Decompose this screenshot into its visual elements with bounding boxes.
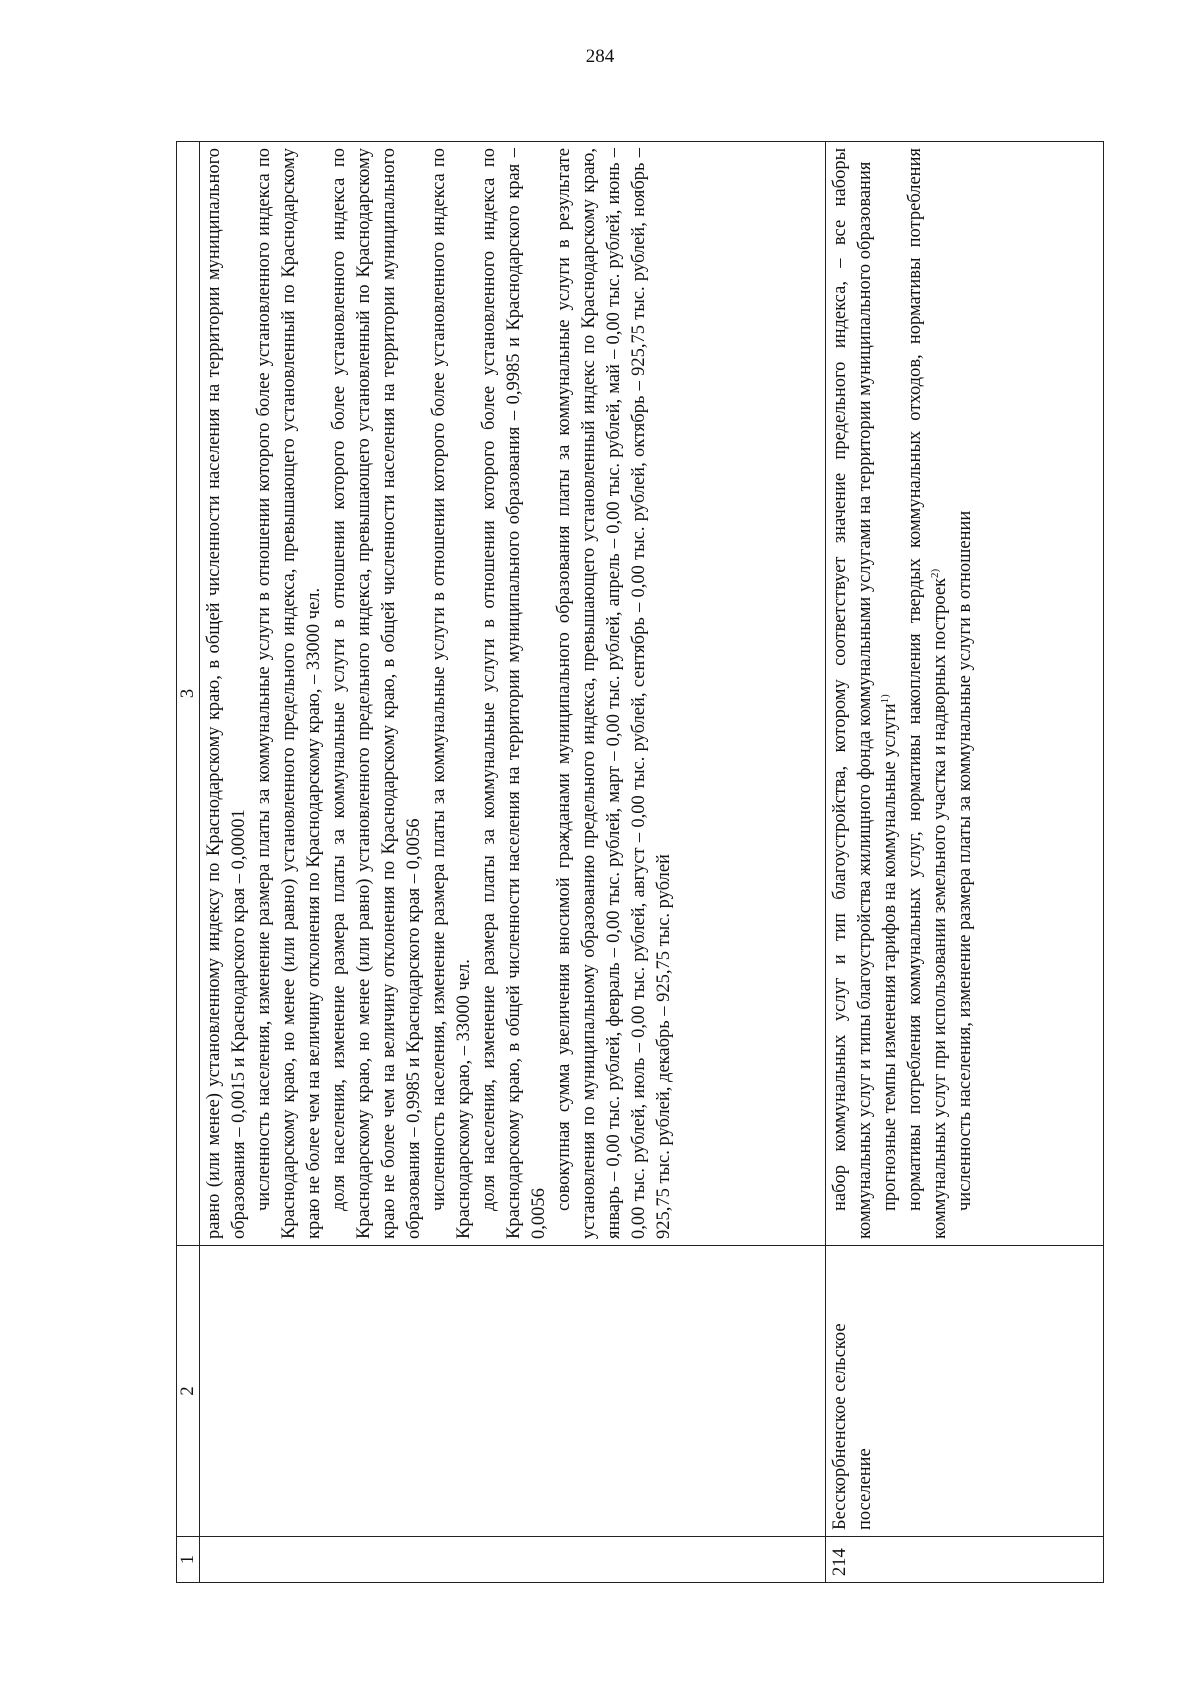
paragraph-text: прогнозные темпы изменения тарифов на коммунальные услуги [880,703,900,1211]
rotated-table-container [176,142,1104,1583]
row-number [200,1537,826,1583]
paragraph [903,148,953,1239]
paragraph: совокупная сумма увеличения вносимой гражданами муниципального образования платы за коммунальные услуги в результате установления по муниципальному образованию предельного индекса, превышающего установленный индекс по Краснодарскому краю, январь – 0,00 тыс. рублей, февраль – 0,00 тыс. рублей, март – 0,00 тыс. рублей, апрель – 0,00 тыс. рублей, май – 0,00 тыс. рублей, июнь – 0,00 тыс. рублей, июль – 0,00 тыс. рублей, август – 0,00 тыс. рублей, сентябрь – 0,00 тыс. рублей, октябрь – 925,75 тыс. рублей, ноябрь – 925,75 тыс. рублей, декабрь – 925,75 тыс. рублей [554,148,674,1239]
paragraph: численность населения, изменение размера платы за коммунальные услуги в отношении которого более установленного индекса по Краснодарскому краю, – 33000 чел. [429,148,474,1239]
footnote-marker: 1) [878,694,891,704]
paragraph: численность населения, изменение размера платы за коммунальные услуги в отношении [955,510,975,1211]
paragraph: равно (или менее) установленному индексу по Краснодарскому краю, в общей численности населения на территории муниципального образования – 0,0015 и Краснодарского края – 0,00001 [204,148,249,1239]
row-number: 214 [826,1537,1104,1583]
row-description [826,142,1104,1246]
paragraph-text: нормативы потребления коммунальных услуг, нормативы накопления твердых коммунальных отходов, нормативы потребления коммунальных услуг при использовании земельного участка и надворных построек [905,148,950,1239]
row-name: Бесскорбненское сельское поселение [826,1246,1104,1537]
page-number: 284 [585,46,615,67]
data-table [176,141,1104,1583]
header-col-1: 1 [177,1537,200,1583]
table-header-row [177,142,200,1583]
paragraph: набор коммунальных услуг и тип благоустройства, которому соответствует значение предельного индекса, – все наборы коммунальных услуг и типы благоустройства жилищного фонда коммунальными услугами на территории муниципального образования [830,148,875,1239]
header-col-3: 3 [177,142,200,1246]
row-description [200,142,826,1246]
paragraph: численность населения, изменение размера платы за коммунальные услуги в отношении которого более установленного индекса по Краснодарскому краю, но менее (или равно) установленного предельного индекса, превышающего установленный по Краснодарскому краю не более чем на величину отклонения по Краснодарскому краю, – 33000 чел. [254,148,324,1239]
paragraph: доля населения, изменение размера платы за коммунальные услуги в отношении которого более установленного индекса по Краснодарскому краю, но менее (или равно) установленного предельного индекса, превышающего установленный по Краснодарскому краю не более чем на величину отклонения по Краснодарскому краю, в общей численности населения на территории муниципального образования – 0,9985 и Краснодарского края – 0,0056 [329,148,424,1239]
paragraph: доля населения, изменение размера платы за коммунальные услуги в отношении которого более установленного индекса по Краснодарскому краю, в общей численности населения на территории муниципального образования – 0,9985 и Краснодарского края – 0,0056 [479,148,549,1239]
row-name [200,1246,826,1537]
table-row [200,142,826,1583]
table-row [826,142,1104,1583]
footnote-marker: 2) [928,568,941,578]
header-col-2: 2 [177,1246,200,1537]
paragraph [878,148,903,1239]
